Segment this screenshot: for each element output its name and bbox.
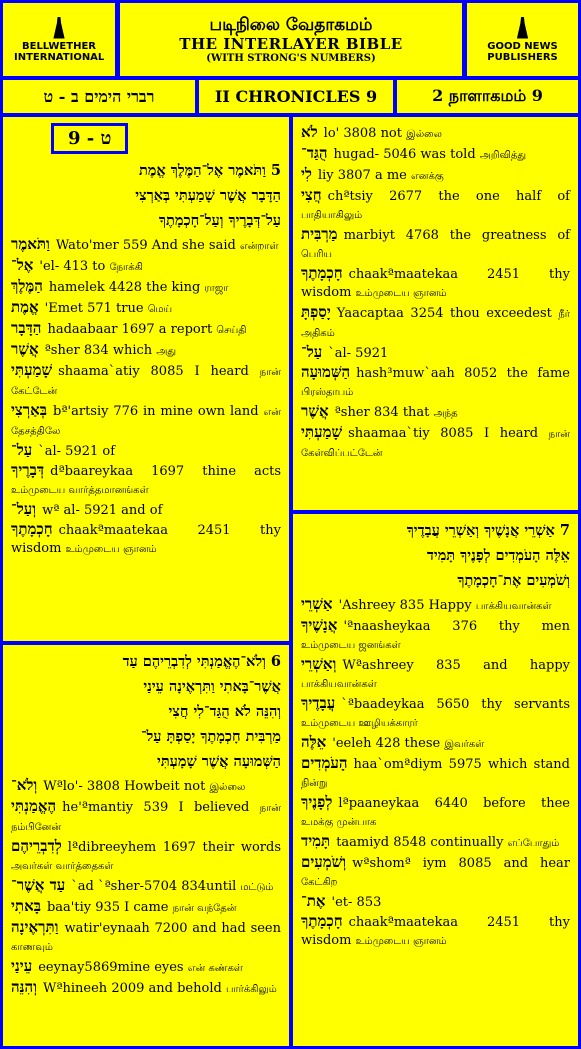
- gloss-text: `al- 5921: [328, 346, 389, 361]
- gloss-text: marbiyt 4768 the greatness of: [343, 228, 570, 243]
- word-entry: [11, 441, 281, 461]
- hebrew-word: וְעַל־: [11, 500, 37, 518]
- hebrew-verse-line: עַל־דְּבָרֶיךָ וְעַל־חָכְמָתֶךָ: [158, 212, 281, 229]
- gloss-text: chªtsiy 2677 the one half of: [327, 189, 570, 204]
- verse-6-entries: [11, 776, 281, 999]
- gloss-text: Wato'mer 559 And she said: [55, 238, 240, 253]
- hebrew-word: אֱמֶת: [11, 298, 39, 316]
- hebrew-word: עַל־: [11, 441, 33, 459]
- gloss-text: chaakªmaatekaa 2451 thy wisdom: [11, 523, 281, 556]
- left-logo: [3, 3, 115, 76]
- hebrew-word: תָּמִיד: [301, 832, 331, 850]
- tamil-gloss: பார்க்கிலும்: [225, 984, 277, 995]
- tamil-gloss: அந்த: [433, 408, 458, 419]
- gloss-text: chaakªmaatekaa 2451 thy wisdom: [301, 915, 570, 948]
- word-entry: [301, 363, 570, 402]
- tamil-gloss: உம்முடைய ஞானம்: [65, 544, 157, 555]
- word-entry: [301, 225, 570, 264]
- hebrew-verse-line: 6 וְלֹא־הֶאֱמַנְתִּי לְדִבְרֵיהֶם עַד: [122, 653, 281, 670]
- hebrew-word: מַרְבִּית: [301, 225, 338, 243]
- gloss-text: 'eeleh 428 these: [332, 736, 445, 751]
- hebrew-word: הֶאֱמַנְתִּי: [11, 797, 57, 815]
- gloss-text: shaama`atiy 8085 I heard: [58, 364, 260, 379]
- hebrew-verse-line: 5 וַתֹּאמֶר אֶל־הַמֶּלֶךְ אֱמֶת: [138, 162, 281, 179]
- word-entry: [301, 892, 570, 912]
- hebrew-verse-line: אֲשֶׁר־בָּאתִי וַתִּרְאֶינָה עֵינַי: [143, 678, 281, 695]
- tamil-gloss: ராஜா: [204, 283, 229, 294]
- hebrew-word: וְשֹׁמְעִים: [301, 853, 347, 871]
- hebrew-word: חֲצִי: [301, 186, 322, 204]
- word-entry: [11, 776, 281, 797]
- word-entry: [301, 912, 570, 951]
- hebrew-word: שָׁמַעְתִּי: [11, 361, 53, 379]
- tamil-gloss: உமக்கு முன்பாக: [301, 817, 377, 828]
- gloss-text: hash³muw`aah 8052 the fame: [356, 366, 570, 381]
- verse-5-continued-panel: [293, 117, 578, 510]
- word-entry: [11, 340, 281, 361]
- word-entry: [11, 401, 281, 441]
- word-entry: [11, 461, 281, 500]
- hebrew-word: עֲבָדֶיךָ: [301, 694, 336, 712]
- tamil-gloss: பாதியாகிலும்: [301, 210, 363, 221]
- gloss-text: haa`omªdiym 5975 which stand: [353, 757, 570, 772]
- hebrew-word: הַדָּבָר: [11, 319, 42, 337]
- hebrew-word: אֶל־: [11, 256, 34, 274]
- gloss-text: Wªhineeh 2009 and behold: [42, 981, 226, 996]
- tamil-gloss: உம்முடைய ஊழியக்காரர்: [301, 718, 418, 729]
- gloss-text: wª al- 5921 and of: [42, 503, 163, 518]
- gloss-text: ªsher 834 that: [334, 405, 434, 420]
- gloss-text: 'Emet 571 true: [44, 301, 148, 316]
- hebrew-word: אַשְׁרֵי: [301, 595, 333, 613]
- verse-5-continued-entries: [301, 123, 570, 463]
- title-block: [120, 3, 462, 76]
- good-news-logo-icon: [516, 17, 530, 39]
- subtitle: (WITH STRONG'S NUMBERS): [206, 52, 376, 64]
- hebrew-word: לֹא: [301, 123, 318, 141]
- word-entry: [301, 793, 570, 832]
- hebrew-word: אֵלֶּה: [301, 733, 327, 751]
- hebrew-verse-line: 7 אַשְׁרֵי אֲנָשֶׁיךָ וְאַשְׁרֵי עֲבָדֶיךָ: [406, 522, 570, 539]
- tamil-gloss: பிரஸ்தாபம்: [301, 387, 354, 398]
- tamil-gloss: நோக்கி: [109, 262, 143, 273]
- verse-7-panel: [293, 514, 578, 1046]
- hebrew-word: עַד אֲשֶׁר־: [11, 876, 66, 894]
- word-entry: [11, 797, 281, 837]
- hebrew-word: הָעֹמְדִים: [301, 754, 348, 772]
- word-entry: [11, 918, 281, 957]
- english-book-label: II CHRONICLES 9: [199, 80, 393, 113]
- word-entry: [301, 423, 570, 463]
- tamil-gloss: என்றாள்: [239, 241, 279, 252]
- hebrew-word: וְהִנֵּה: [11, 978, 37, 996]
- word-entry: [11, 500, 281, 520]
- tamil-gloss: எனக்கு: [411, 171, 444, 182]
- gloss-text: Wªashreey 835 and happy: [342, 658, 570, 673]
- verse-6-panel: [3, 645, 289, 1046]
- hebrew-word: יָסַפְתָּ: [301, 303, 331, 321]
- tamil-gloss: கேட்கிற: [301, 877, 338, 888]
- gloss-text: Wªlo'- 3808 Howbeit not: [43, 779, 210, 794]
- word-entry: [301, 595, 570, 616]
- gloss-text: ªsher 834 which: [44, 343, 157, 358]
- hebrew-word: וַתִּרְאֶינָה: [11, 918, 59, 936]
- word-entry: [301, 754, 570, 793]
- tamil-gloss: பாக்கியவான்கள்: [475, 601, 552, 612]
- hebrew-word: אֲשֶׁר: [11, 340, 39, 358]
- gloss-text: lªpaaneykaa 6440 before thee: [338, 796, 570, 811]
- tamil-gloss: உம்முடைய வார்த்தமானங்கள்: [11, 485, 149, 496]
- tamil-gloss: உம்முடைய ஞானம்: [355, 288, 447, 299]
- hebrew-word: הַמֶּלֶךְ: [11, 277, 43, 295]
- word-entry: [301, 402, 570, 423]
- hebrew-verse-line: הַדָּבָר אֲשֶׁר שָׁמַעְתִּי בְּאַרְצִי: [135, 187, 281, 204]
- gloss-text: 'Ashreey 835 Happy: [338, 598, 476, 613]
- gloss-text: taamiyd 8548 continually: [336, 835, 508, 850]
- word-entry: [11, 957, 281, 978]
- tamil-gloss: அறிவித்து: [479, 150, 527, 161]
- tamil-gloss: மட்டும்: [240, 882, 274, 893]
- gloss-text: `ªbaadeykaa 5650 thy servants: [341, 697, 570, 712]
- word-entry: [301, 616, 570, 655]
- tamil-gloss: இல்லை: [406, 129, 442, 140]
- tamil-book-label: 2 நாளாகமம் 9: [397, 80, 578, 113]
- tamil-gloss: மெய்: [147, 304, 173, 315]
- hebrew-word: אֶת־: [301, 892, 326, 910]
- hebrew-verse-line: מַרְבִּית חָכְמָתֶךָ יָסַפְתָּ עַל־: [140, 728, 281, 745]
- tamil-gloss: செய்தி: [216, 325, 247, 336]
- word-entry: [11, 520, 281, 559]
- tamil-gloss: அது: [156, 346, 177, 357]
- tamil-gloss: நான் வந்தேன்: [172, 903, 237, 914]
- gloss-text: `ad `ªsher-5704 834until: [71, 879, 241, 894]
- hebrew-verse-line: אֵלֶּה הָעֹמְדִים לְפָנֶיךָ תָּמִיד: [426, 547, 570, 564]
- gloss-text: shaamaa`tiy 8085 I heard: [348, 426, 549, 441]
- gloss-text: he'ªmantiy 539 I believed: [62, 800, 260, 815]
- word-entry: [301, 343, 570, 363]
- word-entry: [301, 832, 570, 853]
- tamil-gloss: நான் நம்பினேன்: [11, 803, 281, 833]
- tamil-gloss: இல்லை: [209, 782, 246, 793]
- hebrew-word: אֲנָשֶׁיךָ: [301, 616, 338, 634]
- gloss-text: eeynay5869mine eyes: [38, 960, 188, 975]
- word-entry: [301, 733, 570, 754]
- tamil-gloss: உம்முடைய ஞானம்: [355, 936, 447, 947]
- gloss-text: 'ªnaasheykaa 376 thy men: [343, 619, 570, 634]
- word-entry: [301, 144, 570, 165]
- word-entry: [301, 264, 570, 303]
- gloss-text: chaakªmaatekaa 2451 thy wisdom: [301, 267, 570, 300]
- gloss-text: watir'eynaah 7200 and had seen: [64, 921, 281, 936]
- chapter-box: ט - 9: [51, 123, 128, 154]
- gloss-text: lo' 3808 not: [323, 126, 407, 141]
- word-entry: [301, 186, 570, 225]
- gloss-text: hadaabaar 1697 a report: [47, 322, 217, 337]
- gloss-text: bª'artsiy 776 in mine own land: [53, 404, 264, 419]
- word-entry: [11, 235, 281, 256]
- hebrew-word: וְאַשְׁרֵי: [301, 655, 337, 673]
- verse-5-entries: [11, 235, 281, 559]
- tamil-gloss: நான் கேள்விப்பட்டேன்: [301, 429, 570, 459]
- hebrew-verse-line: וְהִנֵּה לֹא הֻגַּד־לִי חֲצִי: [168, 703, 281, 720]
- tamil-gloss: நான் கேட்டேன்: [11, 367, 281, 397]
- hebrew-word: שָׁמַעְתִּי: [301, 423, 343, 441]
- hebrew-verse-line: וְשֹׁמְעִים אֶת־חָכְמָתֶךָ: [457, 572, 570, 589]
- tamil-gloss: பெரிய: [301, 249, 332, 260]
- tamil-gloss: எப்போதும்: [507, 838, 560, 849]
- verse-5-hebrew: [11, 160, 281, 231]
- word-entry: [301, 123, 570, 144]
- title-english: THE INTERLAYER BIBLE: [179, 34, 403, 53]
- hebrew-word: לִי: [301, 165, 312, 183]
- tamil-gloss: பாக்கியவான்கள்: [301, 679, 377, 690]
- hebrew-verse-line: הַשְּׁמוּעָה אֲשֶׁר שָׁמָעְתִּי: [157, 753, 281, 770]
- gloss-text: baa'tiy 935 I came: [46, 900, 173, 915]
- word-entry: [301, 165, 570, 186]
- hebrew-word: הַשְּׁמוּעָה: [301, 363, 351, 381]
- word-entry: [301, 655, 570, 694]
- left-logo-text: BELLWETHER INTERNATIONAL: [14, 40, 105, 63]
- title-tamil: படிநிலை வேதாகமம்: [209, 14, 373, 35]
- right-logo: [467, 3, 578, 76]
- gloss-text: wªshomª iym 8085 and hear: [352, 856, 570, 871]
- tamil-gloss: என் கண்கள்: [187, 963, 243, 974]
- word-entry: [301, 853, 570, 892]
- hebrew-word: חָכְמָתֶךָ: [301, 912, 343, 930]
- hebrew-word: חָכְמָתֶךָ: [301, 264, 343, 282]
- hebrew-word: עַל־: [301, 343, 323, 361]
- gloss-text: hugad- 5046 was told: [333, 147, 480, 162]
- verse-6-hebrew: [11, 651, 281, 772]
- hebrew-word: וְלֹא־: [11, 776, 38, 794]
- word-entry: [11, 277, 281, 298]
- gloss-text: `al- 5921 of: [38, 444, 116, 459]
- tamil-gloss: உம்முடைய ஜனங்கள்: [301, 640, 401, 651]
- hebrew-word: דְּבָרֶיךָ: [11, 461, 45, 479]
- word-entry: [11, 361, 281, 401]
- word-entry: [301, 694, 570, 733]
- hebrew-word: בָּאתִי: [11, 897, 41, 915]
- word-entry: [11, 897, 281, 918]
- hebrew-word: וַתֹּאמֶר: [11, 235, 50, 253]
- word-entry: [11, 298, 281, 319]
- tamil-gloss: நின்று: [301, 778, 328, 789]
- hebrew-book-label: רברי הימים ב - ט: [3, 80, 195, 113]
- gloss-text: liy 3807 a me: [317, 168, 411, 183]
- hebrew-word: עֵינַי: [11, 957, 33, 975]
- gloss-text: Yaacaptaa 3254 thou exceedest: [336, 306, 559, 321]
- word-entry: [11, 837, 281, 876]
- tamil-gloss: என் தேசத்திலே: [11, 407, 281, 437]
- verse-7-entries: [301, 595, 570, 951]
- hebrew-word: בְּאַרְצִי: [11, 401, 48, 419]
- gloss-text: lªdibreeyhem 1697 their words: [67, 840, 281, 855]
- gloss-text: 'et- 853: [331, 895, 382, 910]
- hebrew-word: לְדִבְרֵיהֶם: [11, 837, 62, 855]
- hebrew-word: חָכְמָתֶךָ: [11, 520, 53, 538]
- word-entry: [11, 256, 281, 277]
- verse-7-hebrew: [301, 520, 570, 591]
- tamil-gloss: இவர்கள்: [444, 739, 485, 750]
- word-entry: [11, 319, 281, 340]
- word-entry: [301, 303, 570, 343]
- verse-5-panel: [3, 117, 289, 641]
- word-entry: [11, 978, 281, 999]
- tamil-gloss: நீர் அதிகம்: [301, 309, 570, 339]
- gloss-text: dªbaareykaa 1697 thine acts: [50, 464, 281, 479]
- tamil-gloss: அவர்கள் வார்த்தைகள்: [11, 861, 114, 872]
- right-logo-text: GOOD NEWS PUBLISHERS: [487, 40, 558, 63]
- word-entry: [11, 876, 281, 897]
- hebrew-word: הֻגַּד־: [301, 144, 328, 162]
- gloss-text: 'el- 413 to: [39, 259, 110, 274]
- gloss-text: hamelek 4428 the king: [48, 280, 205, 295]
- hebrew-word: אֲשֶׁר: [301, 402, 329, 420]
- hebrew-word: לְפָנֶיךָ: [301, 793, 333, 811]
- bellwether-logo-icon: [52, 17, 66, 39]
- tamil-gloss: காணவும்: [11, 942, 53, 953]
